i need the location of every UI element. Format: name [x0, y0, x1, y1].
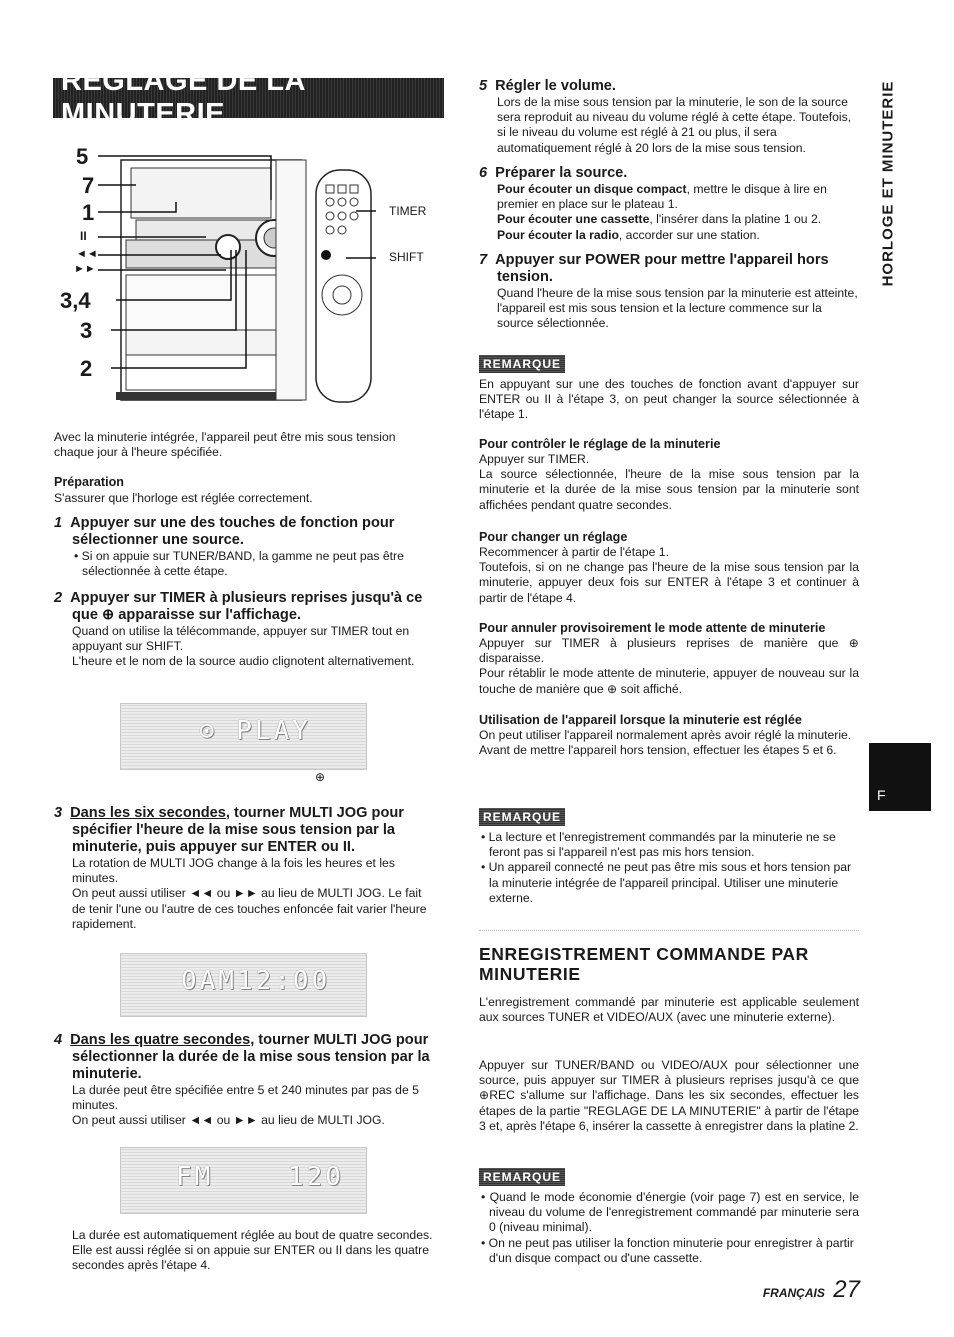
step-2-body-1: Quand on utilise la télécommande, appuyer sur TIMER tout en appuyant sur SHIFT. [72, 624, 410, 654]
annuler-line-2: Pour rétablir le mode attente de minuterie, appuyer de nouveau sur la touche de manière que ⊕ soit affiché. [479, 666, 859, 696]
section-divider [479, 930, 859, 931]
changer-line-1: Recommencer à partir de l'étape 1. [479, 545, 669, 559]
callout-7: 7 [82, 173, 95, 198]
step-4-num: 4 [54, 1032, 63, 1048]
controler-block [479, 437, 859, 513]
device-figure [60, 140, 436, 410]
step-3-title: , tourner MULTI JOG pour spécifier l'heure de la mise sous tension par la minuterie, puis appuyer sur ENTER ou II. [72, 805, 404, 855]
remarque-2-item: • Un appareil connecté ne peut pas être mis sous et hors tension par la minuterie intégrée de l'appareil principal. Utiliser une minuterie externe. [481, 860, 852, 905]
page-number: 27 [833, 1276, 860, 1303]
step-4-title-underlined: Dans les quatre secondes [70, 1032, 251, 1048]
after-step-4-text: La durée est automatiquement réglée au bout de quatre secondes. Elle est aussi réglée si on appuie sur ENTER ou II dans les quatre secondes après l'étape 4. [72, 1228, 433, 1273]
step-4-body-1: La durée peut être spécifiée entre 5 et 240 minutes par pas de 5 minutes. [72, 1083, 419, 1113]
lcd-display-time [120, 953, 367, 1017]
remarque-1-text: En appuyant sur une des touches de fonction avant d'appuyer sur ENTER ou II à l'étape 3, on peut changer la source sélectionnée à l'étape 1. [479, 377, 859, 422]
step-5-body: Lors de la mise sous tension par la minuterie, le son de la source sera reproduit au niveau du volume réglé à cette étape. Toutefois, si le niveau du volume est réglé à 21 ou plus, il sera automatiquement réglé à 20 lors de la mise sous tension. [497, 95, 852, 155]
step-1-title: Appuyer sur une des touches de fonction pour sélectionner une source. [70, 515, 395, 548]
step-7-title: Appuyer sur POWER pour mettre l'appareil hors tension. [495, 252, 829, 285]
step-1-num: 1 [54, 515, 63, 531]
step-1 [54, 515, 436, 579]
enreg-title: ENREGISTREMENT COMMANDE PAR MINUTERIE [479, 944, 809, 984]
timer-symbol: ⊕ [315, 770, 326, 784]
callout-rewind: ◄◄ [76, 248, 98, 260]
step-2-title: Appuyer sur TIMER à plusieurs reprises jusqu'à ce que ⊕ apparaisse sur l'affichage. [70, 590, 423, 623]
preparation-text: S'assurer que l'horloge est réglée correctement. [54, 491, 313, 505]
utilisation-line-2: Avant de mettre l'appareil hors tension, effectuer les étapes 5 et 6. [479, 743, 837, 758]
step-3-num: 3 [54, 805, 63, 821]
side-section-label [868, 75, 908, 315]
intro-text: Avec la minuterie intégrée, l'appareil peut être mis sous tension chaque jour à l'heure spécifiée. [54, 430, 396, 460]
remarque-2-list [479, 830, 859, 906]
step-3-title-underlined: Dans les six secondes [70, 805, 226, 821]
controler-line-1: Appuyer sur TIMER. [479, 452, 590, 466]
step-3 [54, 805, 436, 932]
enreg-para-1: L'enregistrement commandé par minuterie est applicable seulement aux sources TUNER et VIDEO/AUX (avec une minuterie externe). [479, 995, 859, 1025]
callout-pause: II [80, 229, 87, 243]
step-4-title: , tourner MULTI JOG pour sélectionner la durée de la mise sous tension par la minuterie. [72, 1032, 430, 1082]
step-7-body: Quand l'heure de la mise sous tension par la minuterie est atteinte, l'appareil est mis sous tension et la lecture commence sur la source sélectionnée. [497, 286, 858, 331]
step-4-body-2: On peut aussi utiliser ◄◄ ou ►► au lieu de MULTI JOG. [72, 1113, 385, 1128]
remarque-3-item: • Quand le mode économie d'énergie (voir page 7) est en service, le niveau du volume de l'enregistrement commandé par minuterie sera 0 (niveau minimal). [481, 1190, 859, 1235]
section-banner [53, 65, 444, 130]
callout-2: 2 [80, 356, 93, 381]
remarque-badge-2: REMARQUE [479, 808, 565, 826]
step-7-num: 7 [479, 252, 488, 268]
step-6-radio-label: Pour écouter la radio [497, 227, 619, 242]
step-6-cd-label: Pour écouter un disque compact [497, 182, 687, 196]
controler-title: Pour contrôler le réglage de la minuterie [479, 437, 721, 451]
step-6-cassette-text: , l'insérer dans la platine 1 ou 2. [649, 212, 822, 227]
footer-language: FRANÇAIS [762, 1286, 825, 1300]
step-7 [479, 252, 861, 332]
language-tab [869, 743, 931, 811]
step-2-num: 2 [54, 590, 63, 606]
remarque-3-item: • On ne peut pas utiliser la fonction minuterie pour enregistrer à partir d'un disque compact ou d'une cassette. [481, 1235, 854, 1265]
language-tab-letter: F [877, 787, 886, 803]
remarque-badge-1: REMARQUE [479, 355, 565, 373]
step-6-cd-text: , mettre le disque à lire en premier en place sur le plateau 1. [497, 182, 827, 212]
step-6 [479, 165, 861, 243]
step-6-cassette-label: Pour écouter une cassette [497, 212, 650, 227]
step-5 [479, 78, 861, 156]
utilisation-block [479, 713, 859, 758]
stereo-illustration [76, 140, 436, 410]
callout-5: 5 [76, 144, 89, 169]
step-5-title: Régler le volume. [495, 78, 616, 94]
step-6-num: 6 [479, 165, 488, 181]
label-shift: SHIFT [389, 250, 424, 264]
preparation-title: Préparation [54, 475, 124, 489]
lcd-time-text: 0AM12:00 [181, 966, 331, 996]
enreg-para-2: Appuyer sur TUNER/BAND ou VIDEO/AUX pour sélectionner une source, puis appuyer sur TIMER à plusieurs reprises jusqu'à ce que ⊕REC s'allume sur l'affichage. Dans les six secondes, effectuer les étapes de la partie "REGLAGE DE LA MINUTERIE" à partir de l'étape 3 et, après l'étape 6, insérer la cassette à enregistrer dans la platine 2. [479, 1058, 859, 1133]
lcd-play-text: ⊙ PLAY [199, 716, 311, 746]
annuler-title: Pour annuler provisoirement le mode attente de minuterie [479, 621, 826, 635]
callout-forward: ►► [74, 263, 96, 275]
callout-1: 1 [82, 200, 95, 225]
callout-3-4: 3,4 [60, 288, 91, 313]
step-2-body-2: L'heure et le nom de la source audio clignotent alternativement. [72, 654, 415, 669]
callout-3: 3 [80, 318, 93, 343]
remarque-2-item: • La lecture et l'enregistrement commandés par la minuterie ne se feront pas si l'appareil n'est pas mis hors tension. [481, 830, 836, 860]
step-3-body-2: On peut aussi utiliser ◄◄ ou ►► au lieu de MULTI JOG. Le fait de tenir l'une ou l'autre de ces touches enfoncée fait varier l'heure rapidement. [72, 886, 427, 931]
side-label-text: HORLOGE ET MINUTERIE [879, 80, 897, 287]
page-footer [760, 1276, 860, 1304]
step-5-num: 5 [479, 78, 488, 94]
step-1-body: • Si on appuie sur TUNER/BAND, la gamme ne peut pas être sélectionnée à cette étape. [74, 549, 404, 579]
step-2 [54, 590, 436, 670]
changer-line-2: Toutefois, si on ne change pas l'heure de la mise sous tension par la minuterie, appuyer deux fois sur ENTER à l'étape 3 et continuer à partir de l'étape 4. [479, 560, 859, 605]
lcd-display-duration [120, 1147, 367, 1214]
changer-block [479, 530, 859, 606]
step-3-body-1: La rotation de MULTI JOG change à la fois les heures et les minutes. [72, 856, 395, 886]
step-6-title: Préparer la source. [495, 165, 628, 181]
step-4 [54, 1032, 436, 1129]
lcd-display-play [120, 703, 367, 770]
banner-title: REGLAGE DE LA MINUTERIE [61, 65, 305, 130]
remarque-badge-3: REMARQUE [479, 1168, 565, 1186]
step-6-radio-text: , accorder sur une station. [618, 227, 760, 242]
utilisation-title: Utilisation de l'appareil lorsque la minuterie est réglée [479, 713, 802, 727]
label-timer: TIMER [389, 204, 427, 218]
changer-title: Pour changer un réglage [479, 530, 628, 544]
controler-line-2: La source sélectionnée, l'heure de la mise sous tension par la minuterie et la durée de la mise sous tension par la minuterie sont affichées pendant quatre secondes. [479, 467, 859, 512]
lcd-duration-text: FM 120 [176, 1162, 344, 1192]
utilisation-line-1: On peut utiliser l'appareil normalement après avoir réglé la minuterie. [479, 728, 852, 742]
remarque-3-list [479, 1190, 859, 1266]
annuler-line-1: Appuyer sur TIMER à plusieurs reprises de manière que ⊕ disparaisse. [479, 636, 859, 666]
annuler-block [479, 621, 859, 697]
